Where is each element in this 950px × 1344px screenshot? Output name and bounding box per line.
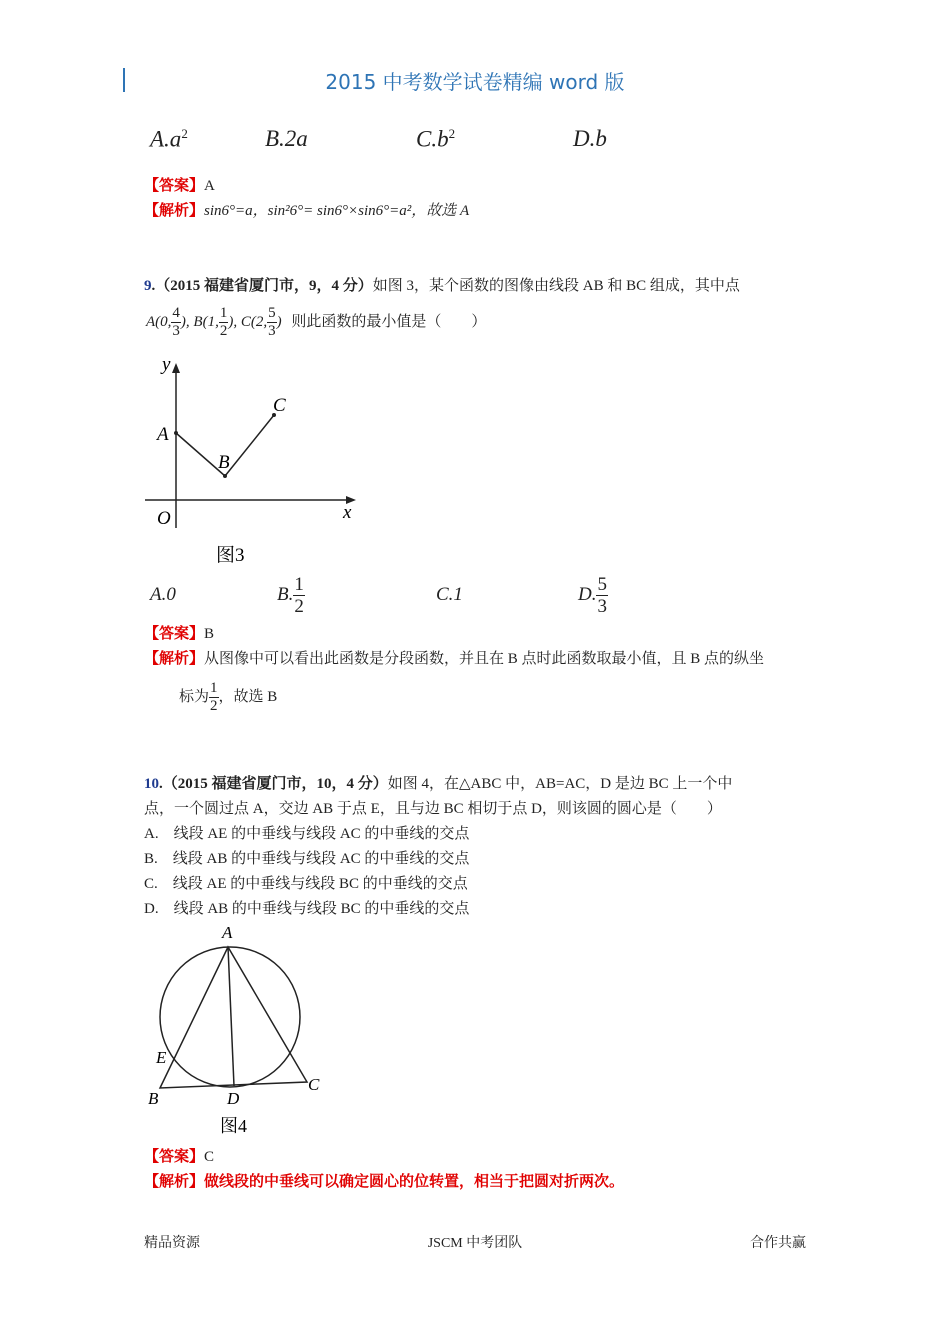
q8-option-b: B.2a	[265, 126, 308, 151]
q10-answer: 【答案】C	[144, 1149, 215, 1165]
q10-choice-a: A. 线段 AE 的中垂线与线段 AC 的中垂线的交点	[144, 826, 470, 842]
label-b: B	[218, 452, 230, 473]
q9-analysis-line2: 标为 $\frac{1}{2}$ ，故选 B	[179, 680, 278, 715]
label-c: C	[308, 1075, 320, 1094]
point-b	[223, 474, 227, 478]
label-e: E	[156, 1048, 167, 1067]
label-o: O	[157, 508, 171, 529]
q9-stem-line1: 9.（2015 福建省厦门市，9，4 分）如图 3，某个函数的图像由线段 AB 和 BC 组成，其中点	[144, 278, 740, 294]
q8-option-c: $C.b^2$	[416, 126, 456, 152]
label-b: B	[148, 1089, 159, 1108]
point-a	[174, 431, 178, 435]
figure-caption: 图3	[216, 545, 245, 566]
q8-answer: 【答案】A	[144, 178, 215, 194]
q10-figure-triangle-circle	[140, 918, 340, 1143]
label-x: x	[343, 502, 352, 523]
q9-option-a: A.0	[150, 584, 176, 605]
footer-center: JSCM 中考团队	[427, 1236, 523, 1251]
q9-option-b: B. $\frac{1}{2}$	[277, 574, 304, 617]
q8-option-d: D.b	[573, 126, 607, 151]
q10-choice-b: B. 线段 AB 的中垂线与线段 AC 的中垂线的交点	[144, 851, 470, 867]
label-a: A	[157, 424, 169, 445]
figure-caption: 图4	[220, 1116, 247, 1136]
segment-ad	[228, 947, 234, 1086]
q9-option-d: D. $\frac{5}{3}$	[578, 574, 607, 617]
q8-option-a: $A.a^2$	[150, 126, 188, 152]
q9-figure-graph	[140, 350, 370, 580]
y-axis-arrow-icon	[172, 363, 180, 373]
q10-stem-line2: 点，一个圆过点 A，交边 AB 于点 E，且与边 BC 相切于点 D，则该圆的圆心是（ ）	[144, 801, 722, 817]
q10-choice-c: C. 线段 AE 的中垂线与线段 BC 的中垂线的交点	[144, 876, 468, 892]
page-title: 2015 中考数学试卷精编 word 版	[325, 70, 625, 94]
q10-stem-line1: 10.（2015 福建省厦门市，10，4 分）如图 4，在△ABC 中，AB=AC，D 是边 BC 上一个中	[144, 776, 733, 792]
footer-left: 精品资源	[144, 1236, 200, 1251]
footer-right: 合作共赢	[750, 1236, 806, 1251]
label-c: C	[273, 395, 286, 416]
label-a: A	[222, 923, 233, 942]
q9-analysis-line1: 【解析】从图像中可以看出此函数是分段函数，并且在 B 点时此函数取最小值，且 B 点的纵坐	[144, 651, 765, 667]
label-d: D	[227, 1089, 240, 1108]
q8-analysis: 【解析】sin6°=a，sin²6°= sin6°×sin6°=a²，故选 A	[144, 203, 470, 219]
q9-option-c: C.1	[436, 584, 463, 605]
q9-stem-line2: A(0, $\frac{4}{3}$ ), B(1, $\frac{1}{2}$ ), C(2, $\frac{5}{3}$ ) 则此函数的最小值是（ ）	[146, 305, 487, 340]
q9-answer: 【答案】B	[144, 626, 215, 642]
circle	[160, 947, 300, 1087]
q10-analysis: 【解析】做线段的中垂线可以确定圆心的位转置，相当于把圆对折两次。	[144, 1174, 625, 1190]
q10-choice-d: D. 线段 AB 的中垂线与线段 BC 的中垂线的交点	[144, 901, 470, 917]
label-y: y	[162, 354, 171, 375]
